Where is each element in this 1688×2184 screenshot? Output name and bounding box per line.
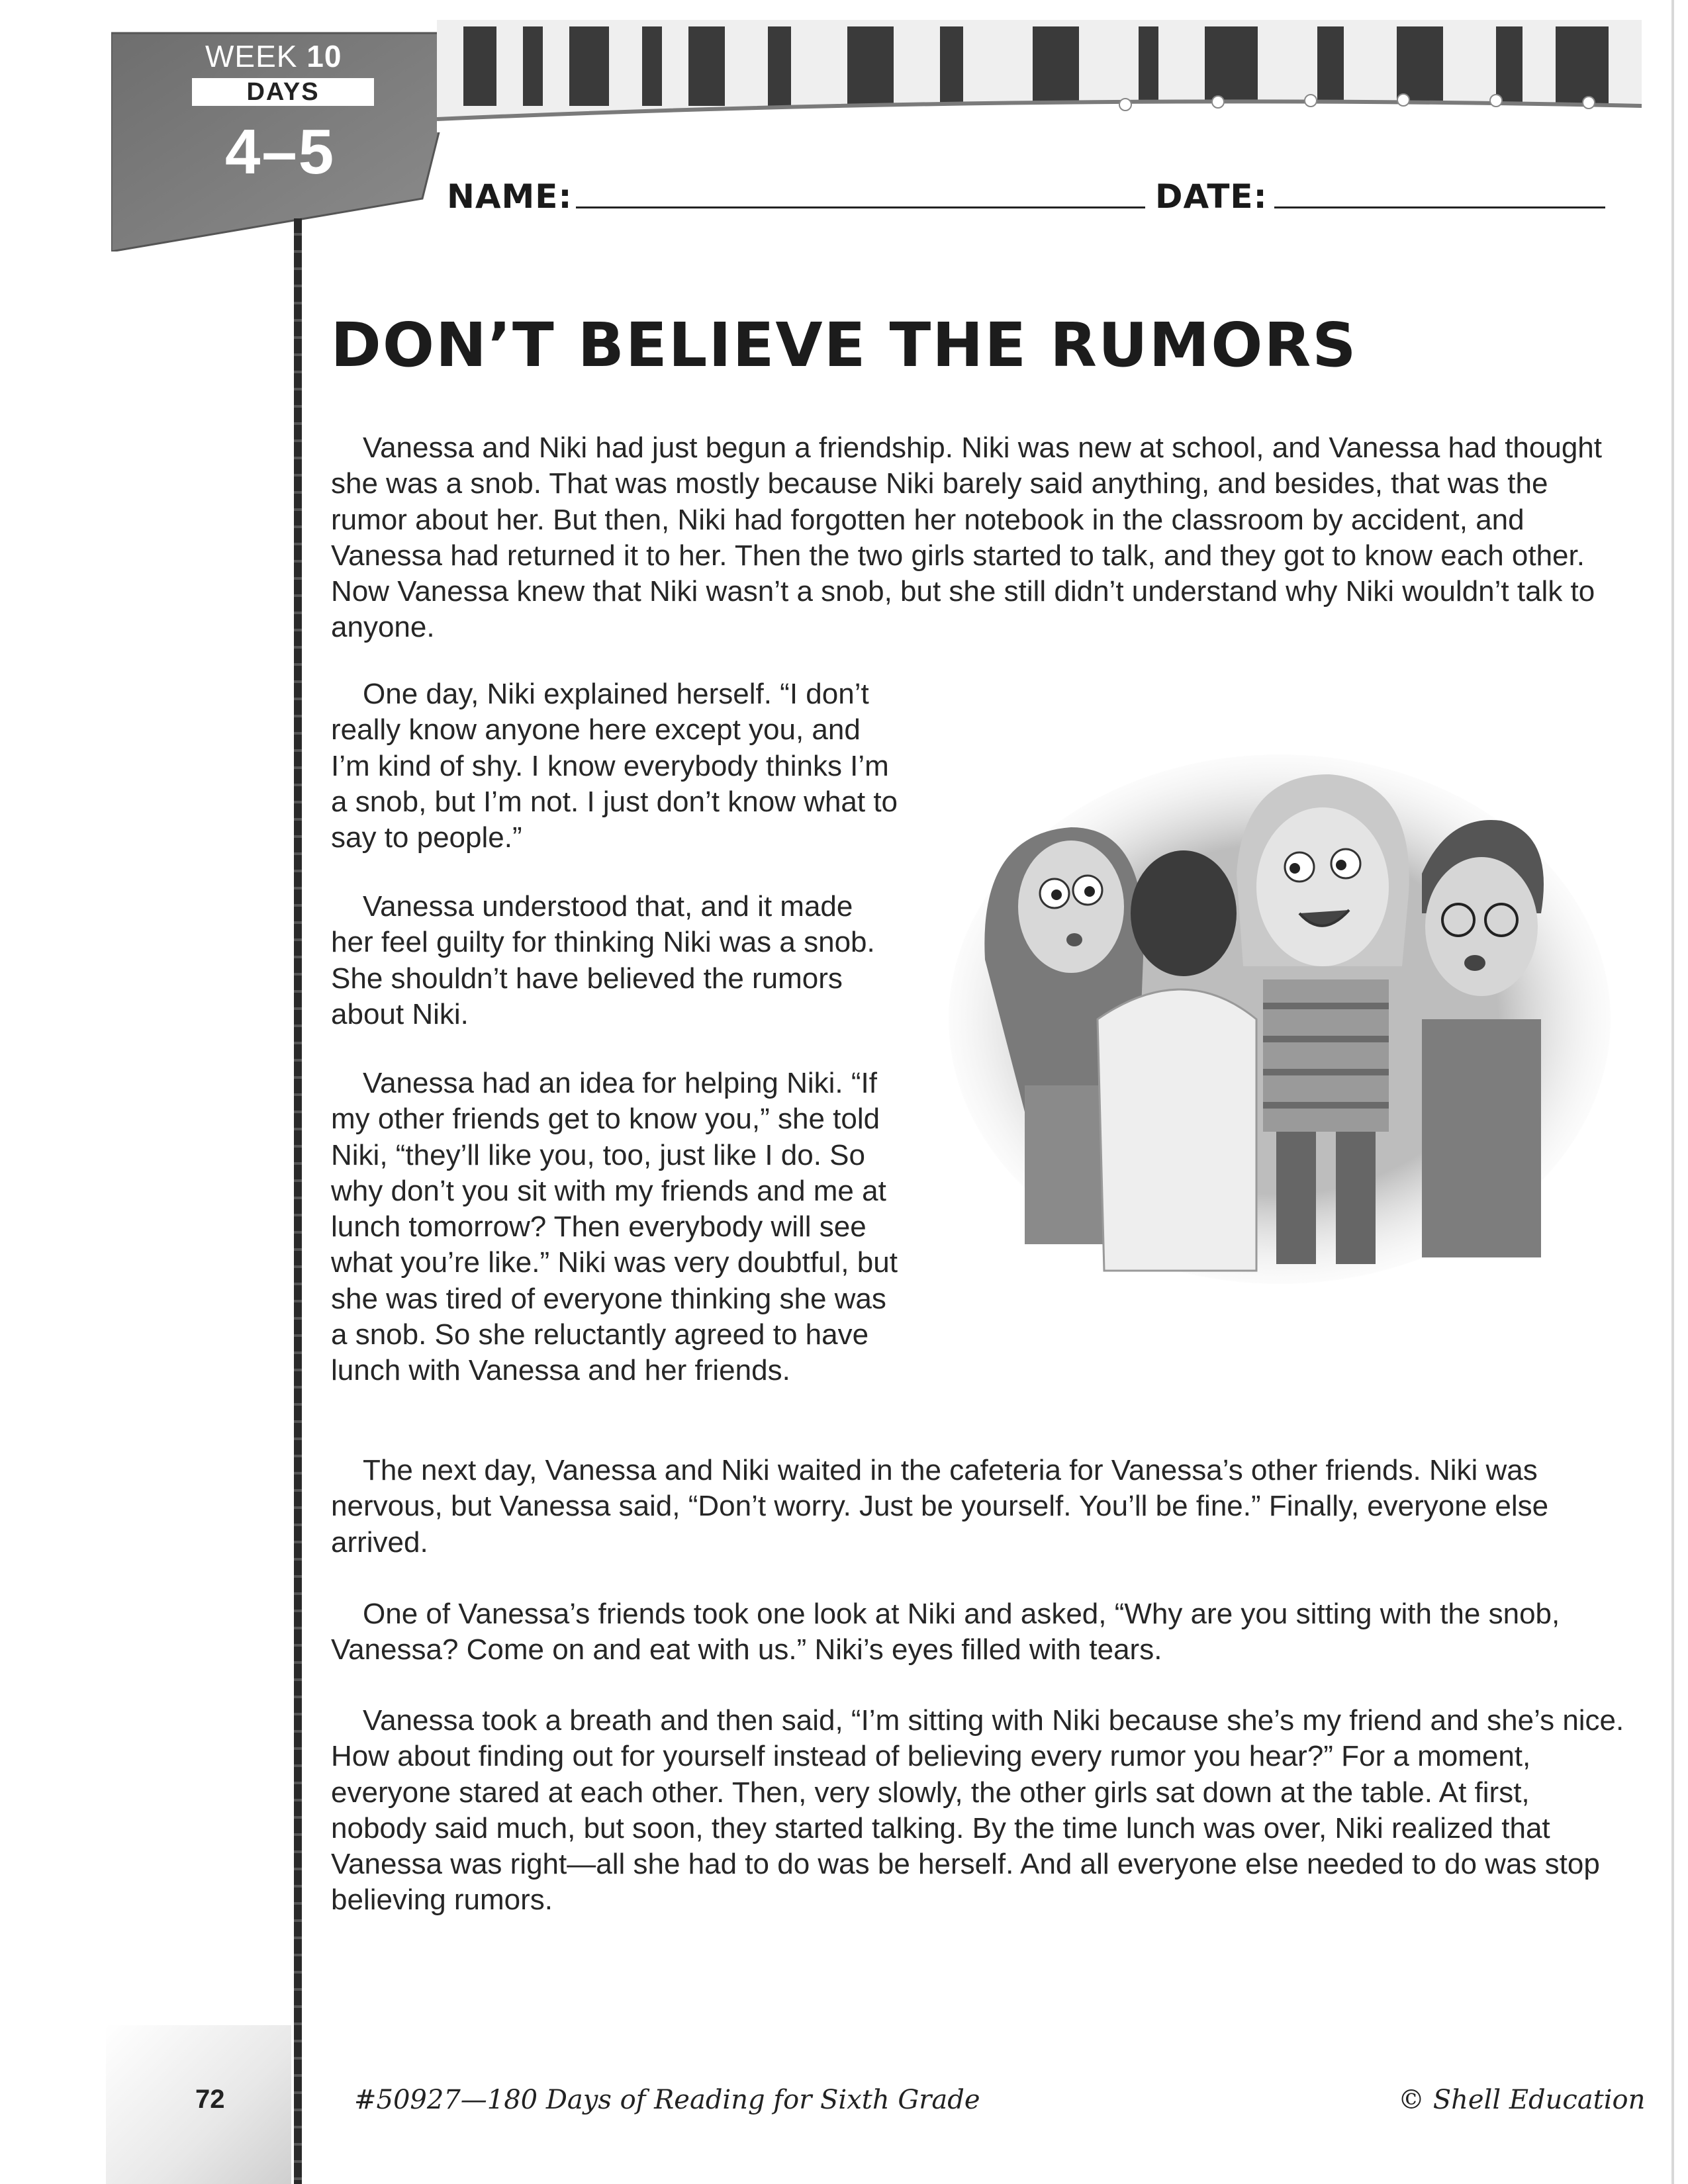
copyright: © Shell Education [1398, 2085, 1646, 2115]
week-number: 10 [306, 39, 342, 73]
date-label: DATE: [1155, 177, 1268, 216]
four-kids-illustration-icon [945, 741, 1614, 1284]
paragraph-2-text: One day, Niki explained herself. “I don’t really know anyone here except you, and I’m kind of shy. I know everybody thinks I’m a snob, but I’m not. I just don’t know what to say to people.” [331, 678, 898, 854]
decorative-header-strip [437, 20, 1642, 132]
paragraph-4 [331, 1066, 900, 1389]
paragraph-3-text: Vanessa understood that, and it made her feel guilty for thinking Niki was a snob. She shouldn’t have believed the rumors about Niki. [331, 890, 875, 1030]
book-reference: #50927—180 Days of Reading for Sixth Grade [354, 2085, 980, 2115]
boy-with-glasses [1422, 820, 1544, 1257]
paragraph-3 [331, 889, 900, 1032]
paragraph-1-text: Vanessa and Niki had just begun a friendship. Niki was new at school, and Vanessa had thought she was a snob. That was mostly because Niki barely said anything, and besides, that was the rumor about her. But then, Niki had forgotten her notebook in the classroom by accident, and Vanessa had returned it to her. Then the two girls started to talk, and they got to know each other. Now Vanessa knew that Niki wasn’t a snob, but she still didn’t understand why Niki wouldn’t talk to anyone. [331, 432, 1602, 644]
week-word: WEEK [205, 39, 298, 73]
paragraph-5 [331, 1453, 1628, 1561]
paragraph-6-text: One of Vanessa’s friends took one look at Niki and asked, “Why are you sitting with the snob, Vanessa? Come on and eat with us.” Niki’s eyes filled with tears. [331, 1598, 1560, 1666]
paragraph-7 [331, 1703, 1628, 1919]
page-number: 72 [195, 2085, 225, 2114]
week-label [205, 38, 342, 74]
paragraph-2 [331, 676, 900, 856]
binding-spine [294, 218, 302, 2184]
name-label: NAME: [447, 177, 573, 216]
article-title: DON’T BELIEVE THE RUMORS [330, 310, 1358, 381]
name-input-line[interactable] [576, 206, 1145, 208]
paragraph-7-text: Vanessa took a breath and then said, “I’m sitting with Niki because she’s my friend and she’s nice. How about finding out for yourself instead of believing every rumor you hear?” For a moment, everyone stared at each other. Then, very slowly, the other girls sat down at the table. At first, nobody said much, but soon, they started talking. By the time lunch was over, Niki realized that Vanessa was right—all she had to do was be herself. And all everyone else needed to do was stop believing rumors. [331, 1704, 1624, 1917]
paragraph-5-text: The next day, Vanessa and Niki waited in the cafeteria for Vanessa’s other friends. Niki was nervous, but Vanessa said, “Don’t worry. Just be yourself. You’ll be fine.” Finally, everyone else arrived. [331, 1454, 1549, 1559]
date-input-line[interactable] [1274, 206, 1605, 208]
days-label: DAYS [192, 78, 374, 106]
paragraph-6 [331, 1596, 1628, 1668]
paragraph-1 [331, 430, 1628, 646]
paragraph-4-text: Vanessa had an idea for helping Niki. “If my other friends get to know you,” she told Niki, “they’ll like you, too, just like I do. So why don’t you sit with my friends and me at lunch tomorrow? Then everybody will see what you’re like.” Niki was very doubtful, but she was tired of everyone thinking she was a snob. So she reluctantly agreed to have lunch with Vanessa and her friends. [331, 1067, 898, 1387]
days-range: 4–5 [225, 116, 336, 187]
